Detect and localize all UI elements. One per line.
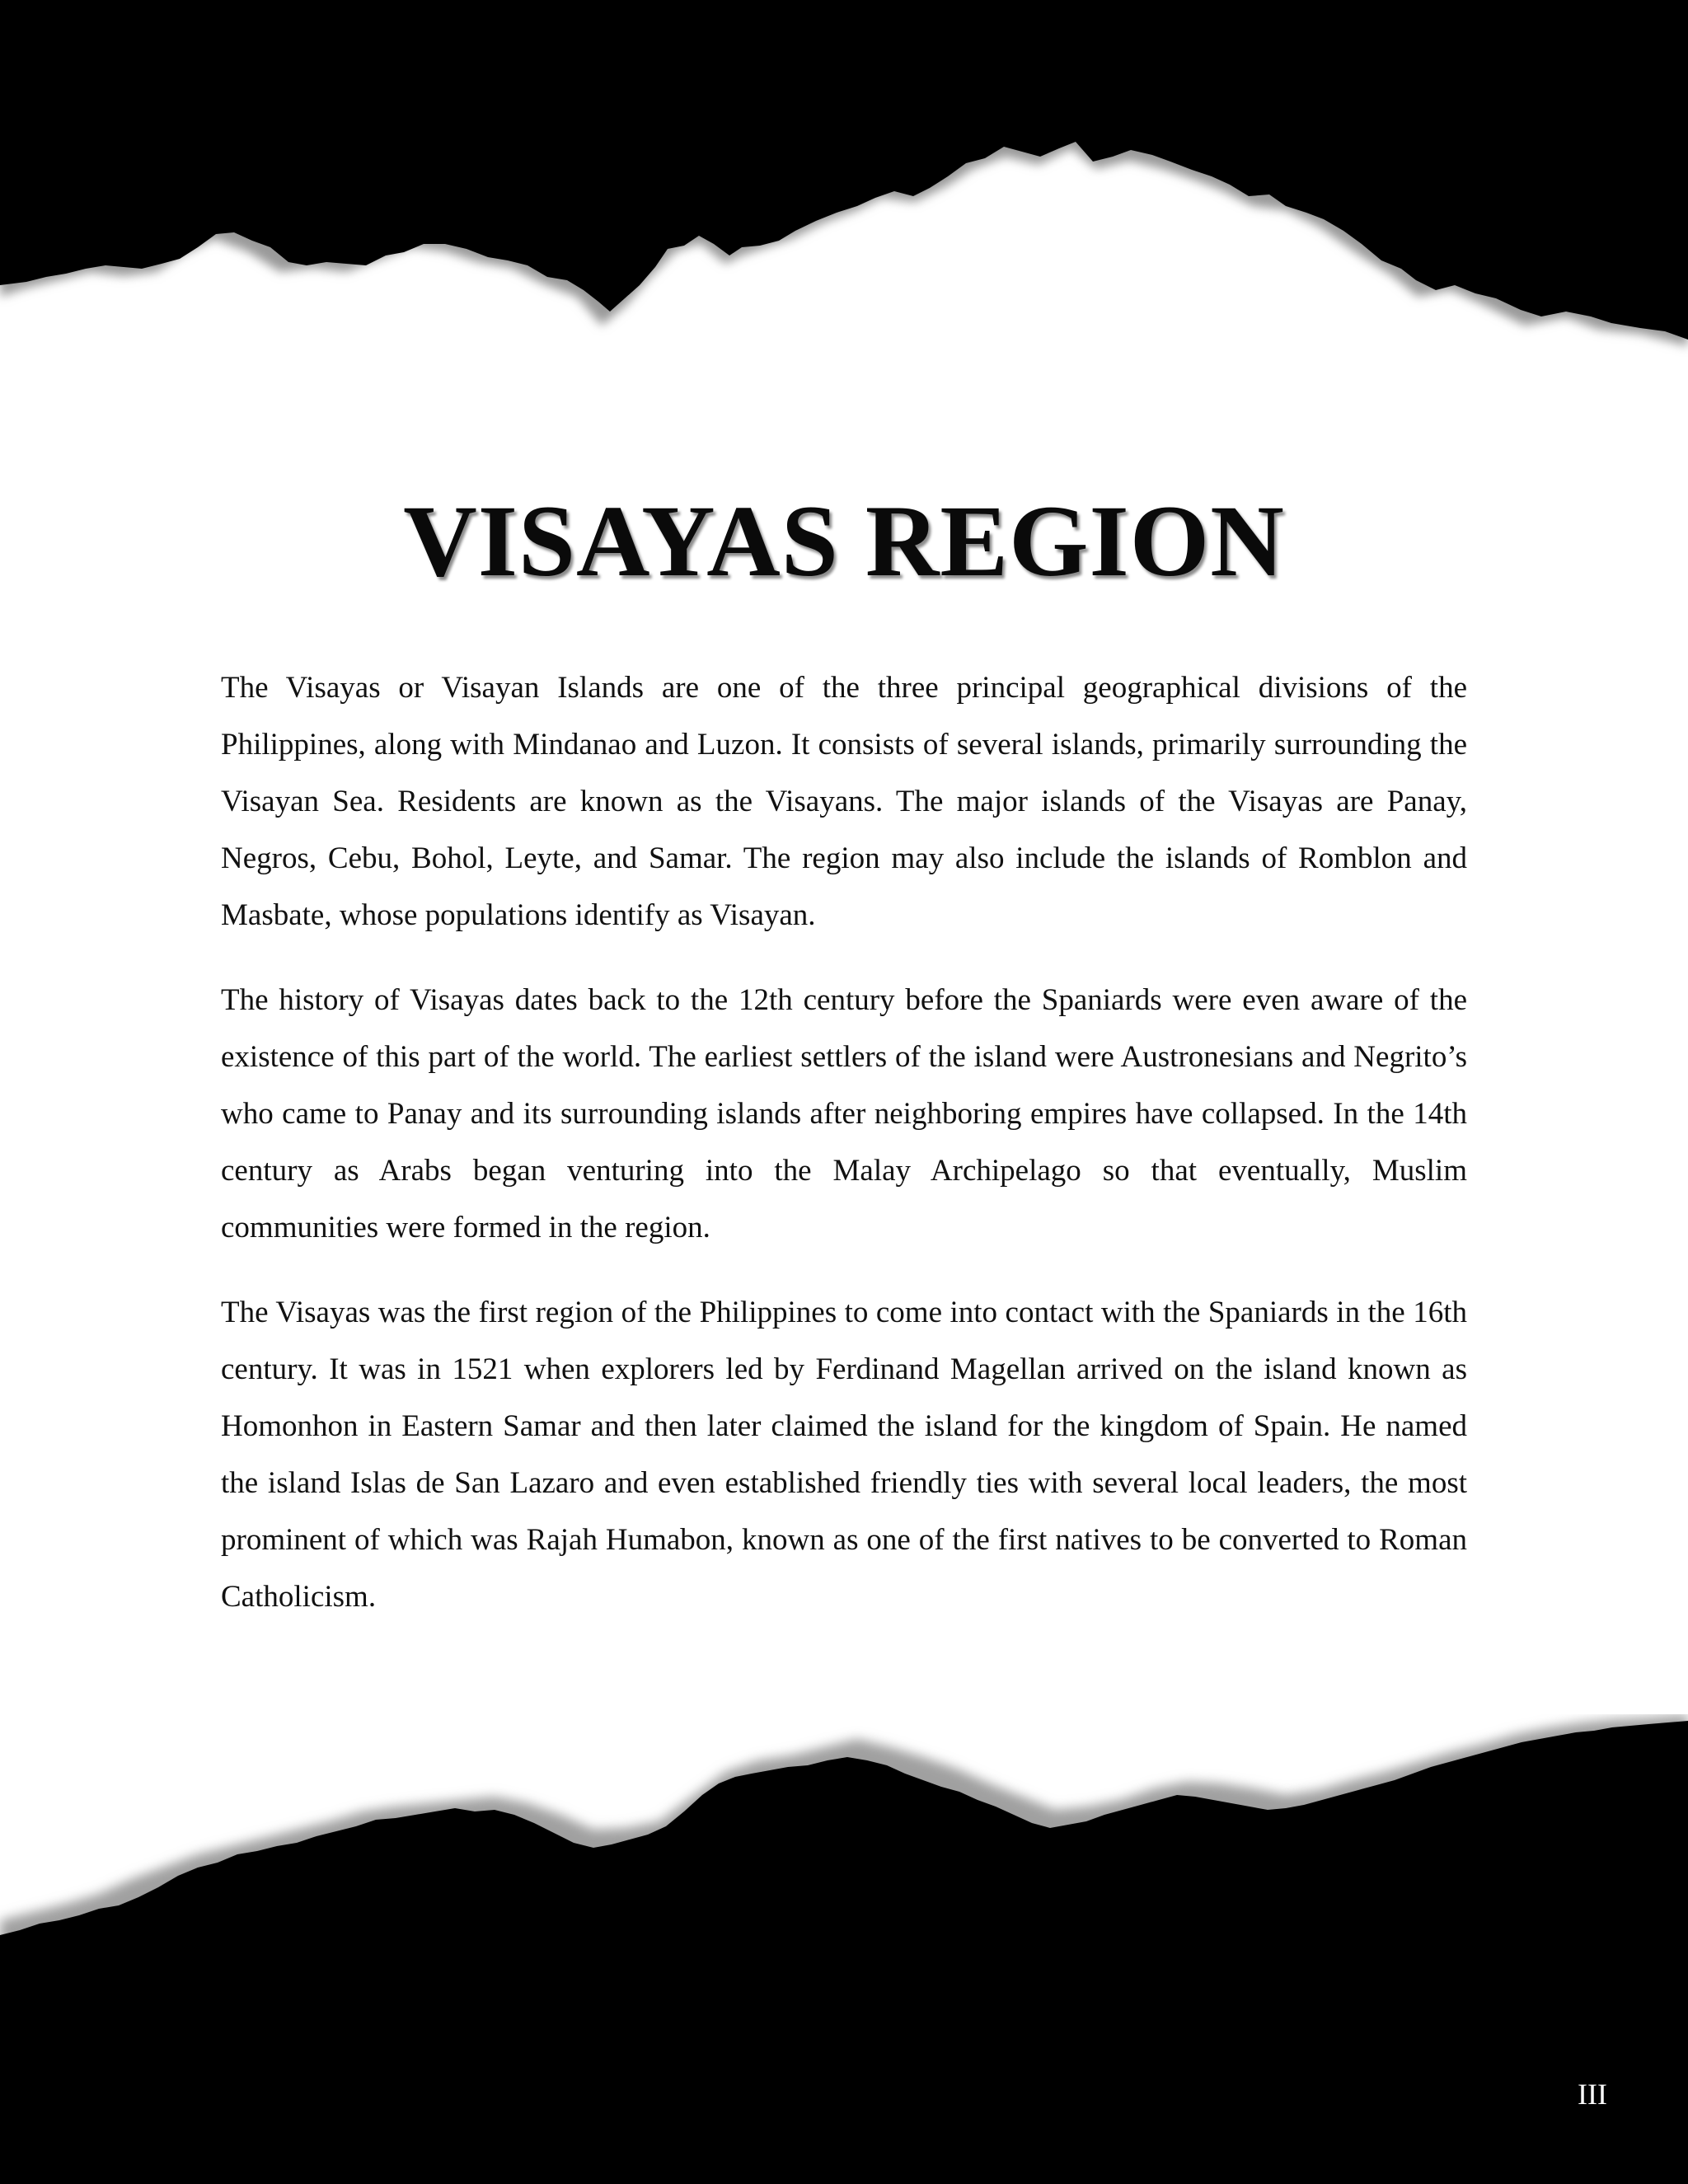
paragraph-intro: The Visayas or Visayan Islands are one of the three principal geographical divisions of the Philippines, along with Mindanao and Luzon. It consists of several islands, primarily surrounding the Visayan Sea. Residents are known as the Visayans. The major islands of the Visayas are Panay, Negros, Cebu, Bohol, Leyte, and Samar. The region may also include the islands of Romblon and Masbate, whose populations identify as Visayan. [221,671,1467,932]
page-title: VISAYAS REGION [403,485,1285,598]
paragraph-spanish-contact: The Visayas was the first region of the Philippines to come into contact with the Spaniards in the 16th century. It was in 1521 when explorers led by Ferdinand Magellan arrived on the island known as Homonhon in Eastern Samar and then later claimed the island for the kingdom of Spain. He named the island Islas de San Lazaro and even established friendly ties with several local leaders, the most prominent of which was Rajah Humabon, known as one of the first natives to be converted to Roman Catholicism. [221,1296,1467,1614]
title-block [0,485,1688,598]
body-text [221,659,1467,1653]
page-number: III [1578,2078,1607,2111]
paragraph-history: The history of Visayas dates back to the 12th century before the Spaniards were even aware of the existence of this part of the world. The earliest settlers of the island were Austronesians and Negrito’s who came to Panay and its surrounding islands after neighboring empires have collapsed. In the 14th century as Arabs began venturing into the Malay Archipelago so that eventually, Muslim communities were formed in the region. [221,983,1467,1244]
torn-paper-top-decoration [0,0,1688,363]
torn-paper-bottom-decoration [0,1714,1688,2184]
